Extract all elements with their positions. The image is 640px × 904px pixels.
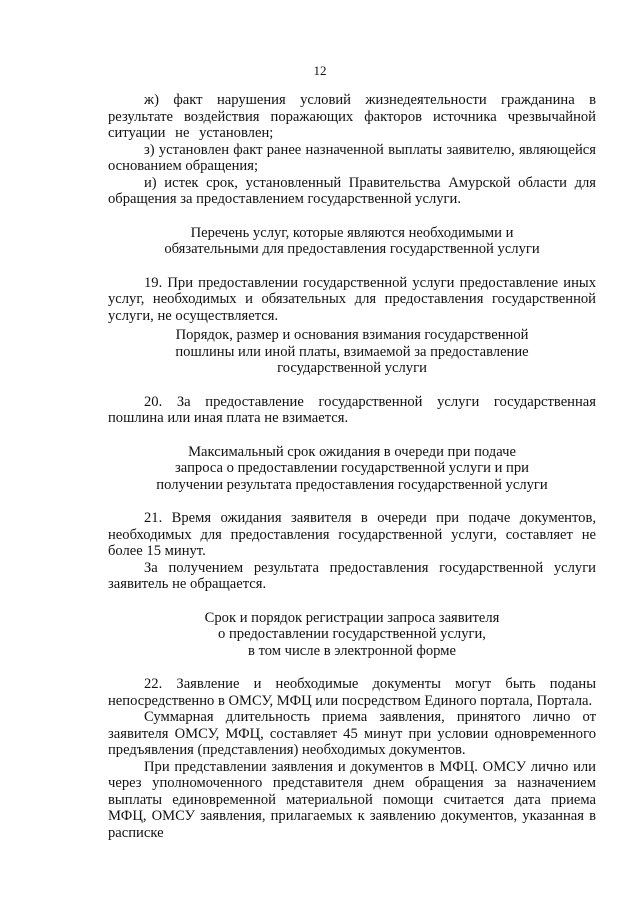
paragraph-22-mfc: При представлении заявления и документов в МФЦ. ОМСУ лично или через уполномоченного представителя днем обращения за назначением выплаты единовременной материальной помощи считается дата приема МФЦ, ОМСУ заявления, прилагаемых к заявлению документов, указанная в расписке [108,758,596,841]
paragraph-19: 19. При предоставлении государственной услуги предоставление иных услуг, необходимых и обязательных для предоставления государственной услуги, не осуществляется. [108,274,596,324]
paragraph-21: 21. Время ожидания заявителя в очереди при подаче документов, необходимых для предоставления государственной услуги, составляет не более 15 минут. [108,510,596,559]
paragraph-20: 20. За предоставление государственной услуги государственная пошлина или иная плата не взимается. [108,393,596,426]
heading-line: Срок и порядок регистрации запроса заявителя [204,609,500,626]
section-heading-queue [108,444,596,494]
paragraph-22: 22. Заявление и необходимые документы могут быть поданы непосредственно в ОМСУ, МФЦ или посредством Единого портала, Портала. [108,676,596,709]
heading-line: о предоставлении государственной услуги, [218,626,486,642]
list-item-z: з) установлен факт ранее назначенной выплаты заявителю, являющейся основанием обращения; [108,141,596,174]
list-item-i: и) истек срок, установленный Правительства Амурской области для обращения за предоставлением государственной услуги. [108,174,596,207]
paragraph-21-result: За получением результата предоставления государственной услуги заявитель не обращается. [108,559,596,592]
document-body [108,92,596,841]
section-heading-registration [108,610,596,660]
section-heading-fee [108,327,596,377]
heading-line: обязательными для предоставления государственной услуги [164,241,540,257]
heading-line: получении результата предоставления государственной услуги [156,476,548,493]
heading-line: Порядок, размер и основания взимания государственной [175,327,529,343]
section-heading-services [108,225,596,258]
heading-line: государственной услуги [277,360,427,376]
paragraph-22-duration: Суммарная длительность приема заявления, принятого лично от заявителя ОМСУ, МФЦ, составляет 45 минут при условии одновременного предъявления (представления) необходимых документов. [108,709,596,758]
heading-line: в том числе в электронной форме [248,642,456,659]
page-number: 12 [313,63,327,78]
heading-line: пошлины или иной платы, взимаемой за предоставление [175,343,529,360]
list-item-zh: ж) факт нарушения условий жизнедеятельности гражданина в результате воздействия поражающих факторов источника чрезвычайной ситуации не установлен; [108,92,596,141]
heading-line: Перечень услуг, которые являются необходимыми и [190,224,514,241]
heading-line: запроса о предоставлении государственной услуги и при [175,460,529,476]
heading-line: Максимальный срок ожидания в очереди при подаче [188,443,516,460]
